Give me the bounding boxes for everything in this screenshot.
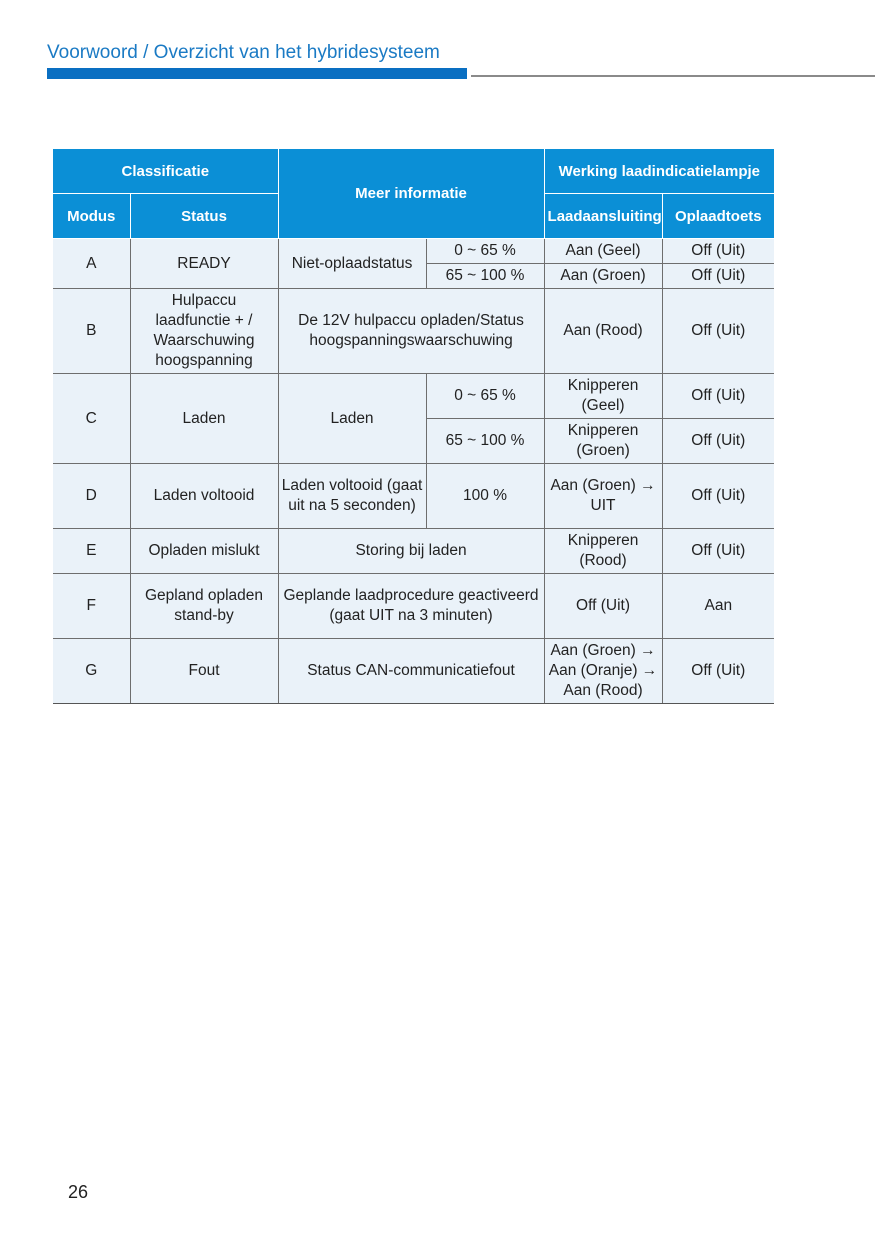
cell-oplaadtoets: Off (Uit) — [662, 289, 774, 374]
cell-oplaadtoets: Off (Uit) — [662, 239, 774, 264]
header-meer-informatie: Meer informatie — [278, 149, 544, 239]
table-row — [53, 639, 774, 704]
cell-laadaansluiting: Aan (Geel) — [544, 239, 662, 264]
table-row — [53, 239, 774, 264]
cell-modus: D — [53, 464, 130, 529]
cell-info: De 12V hulpaccu opladen/Status hoogspanningswaarschuwing — [278, 289, 544, 374]
cell-status: Hulpaccu laadfunctie + / Waarschuwing hoogspanning — [130, 289, 278, 374]
table-row — [53, 529, 774, 574]
cell-info: Niet-oplaadstatus — [278, 239, 426, 289]
cell-oplaadtoets: Off (Uit) — [662, 264, 774, 289]
header-laadaansluiting: Laadaansluiting — [544, 194, 662, 239]
page-number: 26 — [68, 1182, 89, 1202]
header-modus: Modus — [53, 194, 130, 239]
header-status: Status — [130, 194, 278, 239]
cell-modus: E — [53, 529, 130, 574]
page-header-title: Voorwoord / Overzicht van het hybridesysteem — [47, 42, 440, 63]
cell-info: Laden voltooid (gaat uit na 5 seconden) — [278, 464, 426, 529]
cell-status: Gepland opladen stand-by — [130, 574, 278, 639]
cell-oplaadtoets: Aan — [662, 574, 774, 639]
table-row — [53, 574, 774, 639]
table-row — [53, 289, 774, 374]
cell-status: Opladen mislukt — [130, 529, 278, 574]
cell-range: 0 ~ 65 % — [426, 374, 544, 419]
cell-range: 65 ~ 100 % — [426, 264, 544, 289]
cell-info: Laden — [278, 374, 426, 464]
cell-modus: F — [53, 574, 130, 639]
header-classificatie: Classificatie — [53, 149, 278, 194]
cell-oplaadtoets: Off (Uit) — [662, 529, 774, 574]
cell-range: 65 ~ 100 % — [426, 419, 544, 464]
cell-oplaadtoets: Off (Uit) — [662, 374, 774, 419]
cell-oplaadtoets: Off (Uit) — [662, 419, 774, 464]
cell-laadaansluiting: Knipperen (Groen) — [544, 419, 662, 464]
header-werking: Werking laadindicatielampje — [544, 149, 774, 194]
cell-modus: A — [53, 239, 130, 289]
charging-indicator-table — [53, 148, 774, 704]
cell-laadaansluiting: Off (Uit) — [544, 574, 662, 639]
table-row — [53, 374, 774, 419]
cell-range: 0 ~ 65 % — [426, 239, 544, 264]
cell-laadaansluiting: Aan (Groen) → Aan (Oranje) → Aan (Rood) — [544, 639, 662, 704]
cell-status: Laden — [130, 374, 278, 464]
cell-modus: C — [53, 374, 130, 464]
cell-info: Storing bij laden — [278, 529, 544, 574]
cell-info: Status CAN-communicatiefout — [278, 639, 544, 704]
cell-laadaansluiting: Knipperen (Geel) — [544, 374, 662, 419]
header-divider-line — [471, 75, 875, 77]
cell-oplaadtoets: Off (Uit) — [662, 464, 774, 529]
cell-oplaadtoets: Off (Uit) — [662, 639, 774, 704]
cell-laadaansluiting: Aan (Groen) — [544, 264, 662, 289]
cell-laadaansluiting: Aan (Rood) — [544, 289, 662, 374]
header-oplaadtoets: Oplaadtoets — [662, 194, 774, 239]
cell-modus: B — [53, 289, 130, 374]
cell-status: READY — [130, 239, 278, 289]
cell-range: 100 % — [426, 464, 544, 529]
cell-laadaansluiting: Aan (Groen) → UIT — [544, 464, 662, 529]
table-row — [53, 464, 774, 529]
cell-modus: G — [53, 639, 130, 704]
header-accent-bar — [47, 68, 467, 79]
cell-status: Laden voltooid — [130, 464, 278, 529]
cell-laadaansluiting: Knipperen (Rood) — [544, 529, 662, 574]
cell-status: Fout — [130, 639, 278, 704]
cell-info: Geplande laadprocedure geactiveerd (gaat UIT na 3 minuten) — [278, 574, 544, 639]
